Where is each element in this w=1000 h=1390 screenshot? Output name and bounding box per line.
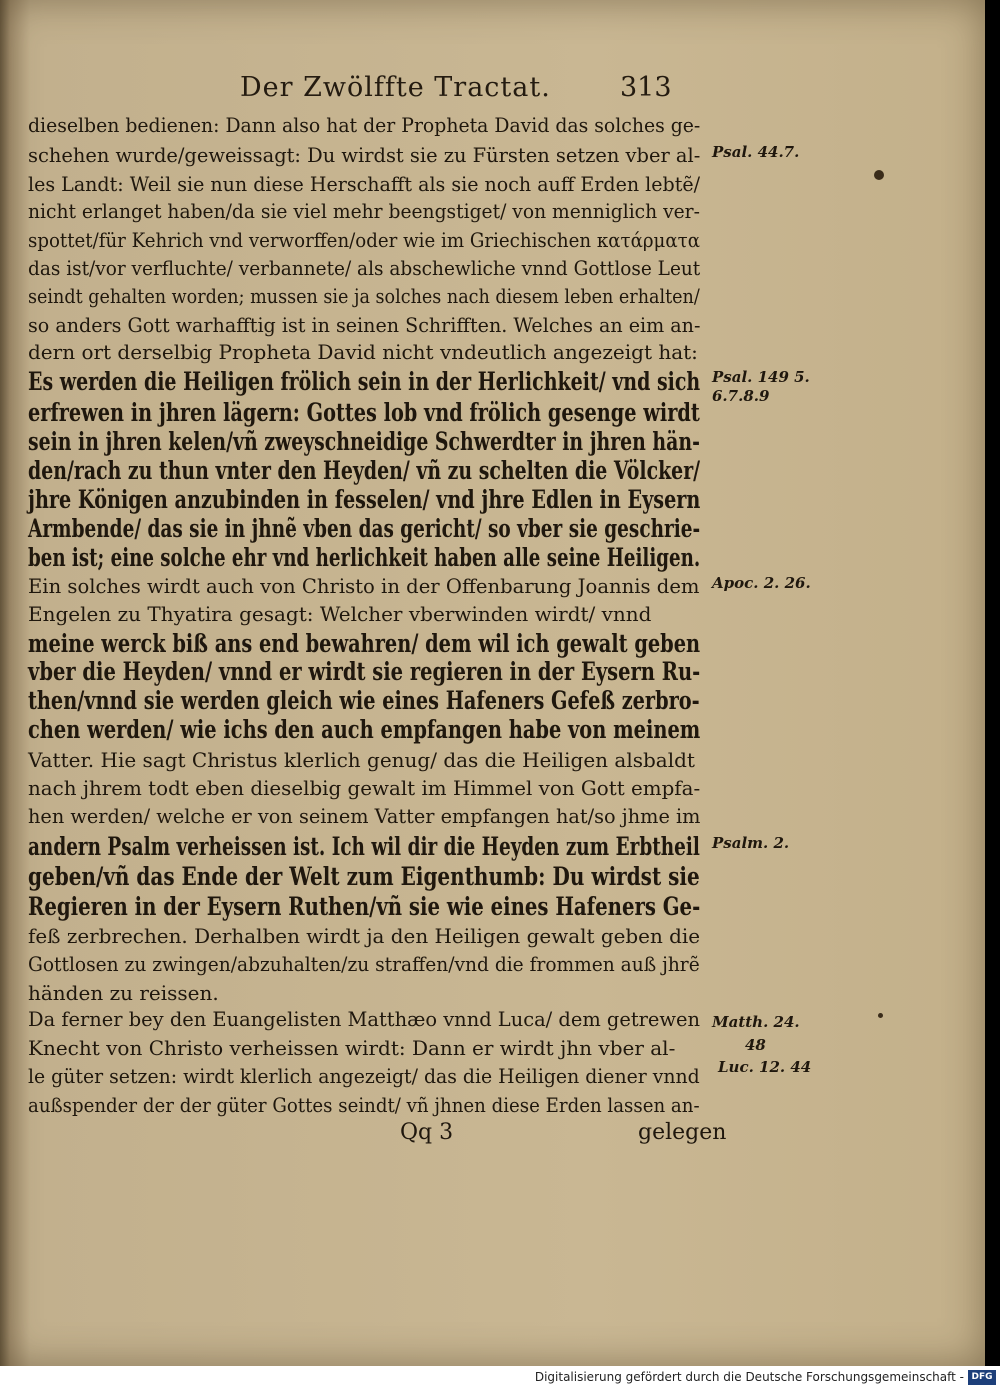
text-line: Regieren in der Eysern Ruthen/vñ sie wie eines Hafeners Ge-: [28, 892, 701, 921]
text-line: meine werck biß ans end bewahren/ dem wil ich gewalt geben: [28, 629, 701, 658]
text-line: Gottlosen zu zwingen/abzuhalten/zu straffen/vnd die frommen auß jhrẽ: [28, 952, 700, 976]
catchword: gelegen: [638, 1120, 727, 1145]
text-line: dern ort derselbig Propheta David nicht vndeutlich angezeigt hat:: [28, 340, 698, 364]
text-line: chen werden/ wie ichs den auch empfangen habe von meinem: [28, 715, 701, 744]
text-line: schehen wurde/geweissagt: Du wirdst sie zu Fürsten setzen vber al-: [28, 143, 701, 167]
text-line: then/vnnd sie werden gleich wie eines Hafeners Gefeß zerbro-: [28, 686, 700, 715]
text-line: Engelen zu Thyatira gesagt: Welcher vberwinden wirdt/ vnnd: [28, 602, 652, 626]
text-line: geben/vñ das Ende der Welt zum Eigenthumb: Du wirdst sie: [28, 862, 700, 891]
ink-spot: [874, 170, 884, 180]
text-line: dieselben bedienen: Dann also hat der Propheta David das solches ge-: [28, 113, 701, 137]
text-line: andern Psalm verheissen ist. Ich wil dir die Heyden zum Erbtheil: [28, 832, 700, 861]
text-line: händen zu reissen.: [28, 981, 219, 1005]
text-line: Ein solches wirdt auch von Christo in der Offenbarung Joannis dem: [28, 574, 700, 598]
text-line: nach jhrem todt eben dieselbig gewalt im Himmel von Gott empfa-: [28, 776, 701, 800]
text-line: seindt gehalten worden; mussen sie ja solches nach diesem leben erhalten/: [28, 284, 700, 308]
margin-reference: Psal. 149 5.: [712, 368, 810, 386]
text-line: außspender der der güter Gottes seindt/ vñ jhnen diese Erden lassen an-: [28, 1093, 700, 1117]
text-line: sein in jhren kelen/vñ zweyschneidige Schwerdter in jhren hän-: [28, 427, 700, 456]
text-line: den/rach zu thun vnter den Heyden/ vñ zu schelten die Völcker/: [28, 456, 701, 485]
text-line: so anders Gott warhafftig ist in seinen Schrifften. Welches an eim an-: [28, 313, 701, 337]
page-number: 313: [620, 72, 672, 103]
ink-spot: [878, 1013, 883, 1018]
text-line: feß zerbrechen. Derhalben wirdt ja den Heiligen gewalt geben die: [28, 924, 701, 948]
text-line: jhre Königen anzubinden in fesselen/ vnd jhre Edlen in Eysern: [28, 485, 701, 514]
text-line: Es werden die Heiligen frölich sein in der Herlichkeit/ vnd sich: [28, 367, 701, 396]
text-line: erfrewen in jhren lägern: Gottes lob vnd frölich gesenge wirdt: [28, 398, 700, 427]
text-line: Vatter. Hie sagt Christus klerlich genug/ das die Heiligen alsbaldt: [28, 748, 695, 772]
margin-reference: Matth. 24.: [712, 1013, 800, 1031]
dfg-logo: DFG: [968, 1370, 996, 1385]
text-line: Armbende/ das sie in jhnẽ vben das gericht/ so vber sie geschrie-: [28, 514, 701, 543]
text-line: Knecht von Christo verheissen wirdt: Dann er wirdt jhn vber al-: [28, 1036, 676, 1060]
text-line: Da ferner bey den Euangelisten Matthæo vnnd Luca/ dem getrewen: [28, 1007, 701, 1031]
margin-reference: Psal. 44.7.: [712, 143, 800, 161]
text-line: spottet/für Kehrich vnd verworffen/oder wie im Griechischen κατάρματα: [28, 228, 701, 252]
text-line: das ist/vor verfluchte/ verbannete/ als abschewliche vnnd Gottlose Leut: [28, 256, 701, 280]
margin-reference: 6.7.8.9: [712, 387, 770, 405]
signature-mark: Qq 3: [400, 1120, 454, 1145]
margin-reference: 48: [745, 1036, 766, 1054]
text-line: ben ist; eine solche ehr vnd herlichkeit haben alle seine Heiligen.: [28, 543, 701, 572]
margin-reference: Apoc. 2. 26.: [712, 574, 811, 592]
text-line: nicht erlanget haben/da sie viel mehr beengstiget/ von menniglich ver-: [28, 199, 700, 223]
text-line: hen werden/ welche er von seinem Vatter empfangen hat/so jhme im: [28, 804, 701, 828]
running-title: Der Zwölffte Tractat.: [240, 72, 551, 103]
footer-bar: [0, 1366, 1000, 1390]
margin-reference: Luc. 12. 44: [718, 1058, 812, 1076]
text-line: vber die Heyden/ vnnd er wirdt sie regieren in der Eysern Ru-: [28, 657, 701, 686]
funding-notice: Digitalisierung gefördert durch die Deutsche Forschungsgemeinschaft -: [534, 1370, 964, 1384]
text-line: les Landt: Weil sie nun diese Herschafft als sie noch auff Erden lebtẽ/: [28, 172, 701, 196]
margin-reference: Psalm. 2.: [712, 834, 790, 852]
text-line: le güter setzen: wirdt klerlich angezeigt/ das die Heiligen diener vnnd: [28, 1064, 700, 1088]
